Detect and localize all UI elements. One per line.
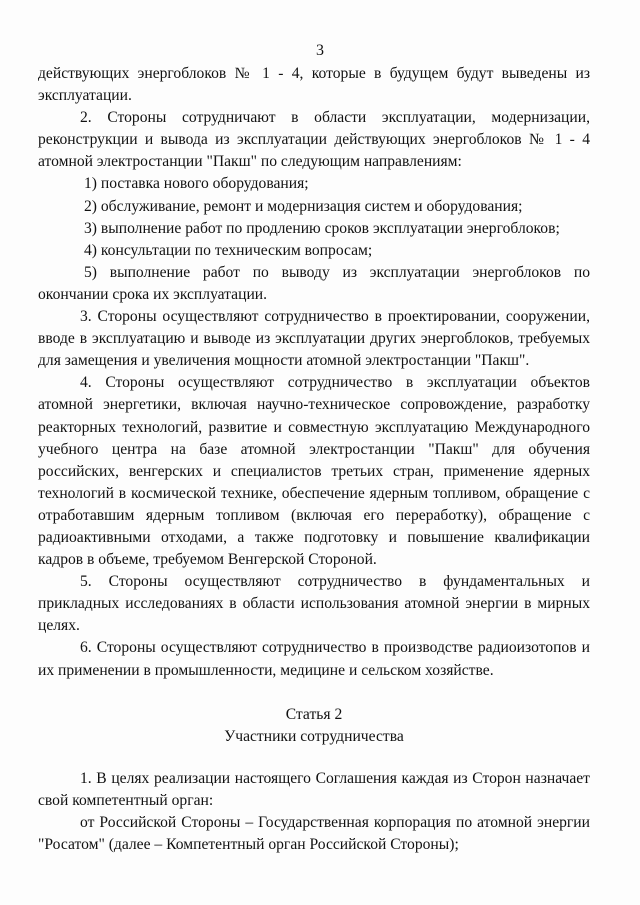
article-title: Участники сотрудничества — [224, 727, 404, 745]
paragraph-5: 5. Стороны осуществляют сотрудничество в фундаментальных и прикладных исследованиях в области использования атомной энергии в мирных целях. — [38, 573, 590, 635]
article-number: Статья 2 — [285, 705, 343, 723]
list-item-3: 3) выполнение работ по продлению сроков эксплуатации энергоблоков; — [84, 219, 560, 237]
paragraph-6: 6. Стороны осуществляют сотрудничество в производстве радиоизотопов и их применении в промышленности, медицине и сельском хозяйстве. — [38, 639, 590, 679]
paragraph-3: 3. Стороны осуществляют сотрудничество в проектировании, сооружении, вводе в эксплуатацию и выводе из эксплуатации других энергоблоков, требуемых для замещения и увеличения мощности атомной электростанции "Пакш". — [38, 308, 590, 370]
article-paragraph-2: от Российской Стороны – Государственная корпорация по атомной энергии "Росатом" (далее – Компетентный орган Российской Стороны); — [38, 814, 590, 854]
list-item-2: 2) обслуживание, ремонт и модернизация систем и оборудования; — [84, 197, 523, 215]
paragraph-continuation: действующих энергоблоков № 1 - 4, которые в будущем будут выведены из эксплуатации. — [38, 65, 590, 105]
list-item-4: 4) консультации по техническим вопросам; — [84, 241, 373, 259]
list-item-1: 1) поставка нового оборудования; — [84, 175, 309, 193]
section-gap — [38, 748, 590, 768]
section-gap — [38, 682, 590, 704]
paragraph-2: 2. Стороны сотрудничают в области эксплуатации, модернизации, реконструкции и вывода из эксплуатации действующих энергоблоков № 1 - 4 атомной электростанции "Пакш" по следующим направлениям: — [38, 109, 590, 171]
list-item-5: 5) выполнение работ по выводу из эксплуатации энергоблоков по окончании срока их эксплуатации. — [38, 263, 590, 303]
article-paragraph-1: 1. В целях реализации настоящего Соглашения каждая из Сторон назначает свой компетентный орган: — [38, 769, 590, 809]
page-number: 3 — [316, 42, 324, 59]
document-body — [38, 63, 590, 856]
paragraph-4: 4. Стороны осуществляют сотрудничество в эксплуатации объектов атомной энергетики, включая научно-техническое сопровождение, разработку реакторных технологий, развитие и совместную эксплуатацию Международного учебного центра на базе атомной электростанции "Пакш" для обучения российских, венгерских и специалистов третьих стран, применение ядерных технологий в космической технике, обеспечение ядерным топливом, обращение с отработавшим ядерным топливом (включая его переработку), обращение с радиоактивными отходами, а также подготовку и повышение квалификации кадров в объеме, требуемом Венгерской Стороной. — [38, 374, 590, 569]
